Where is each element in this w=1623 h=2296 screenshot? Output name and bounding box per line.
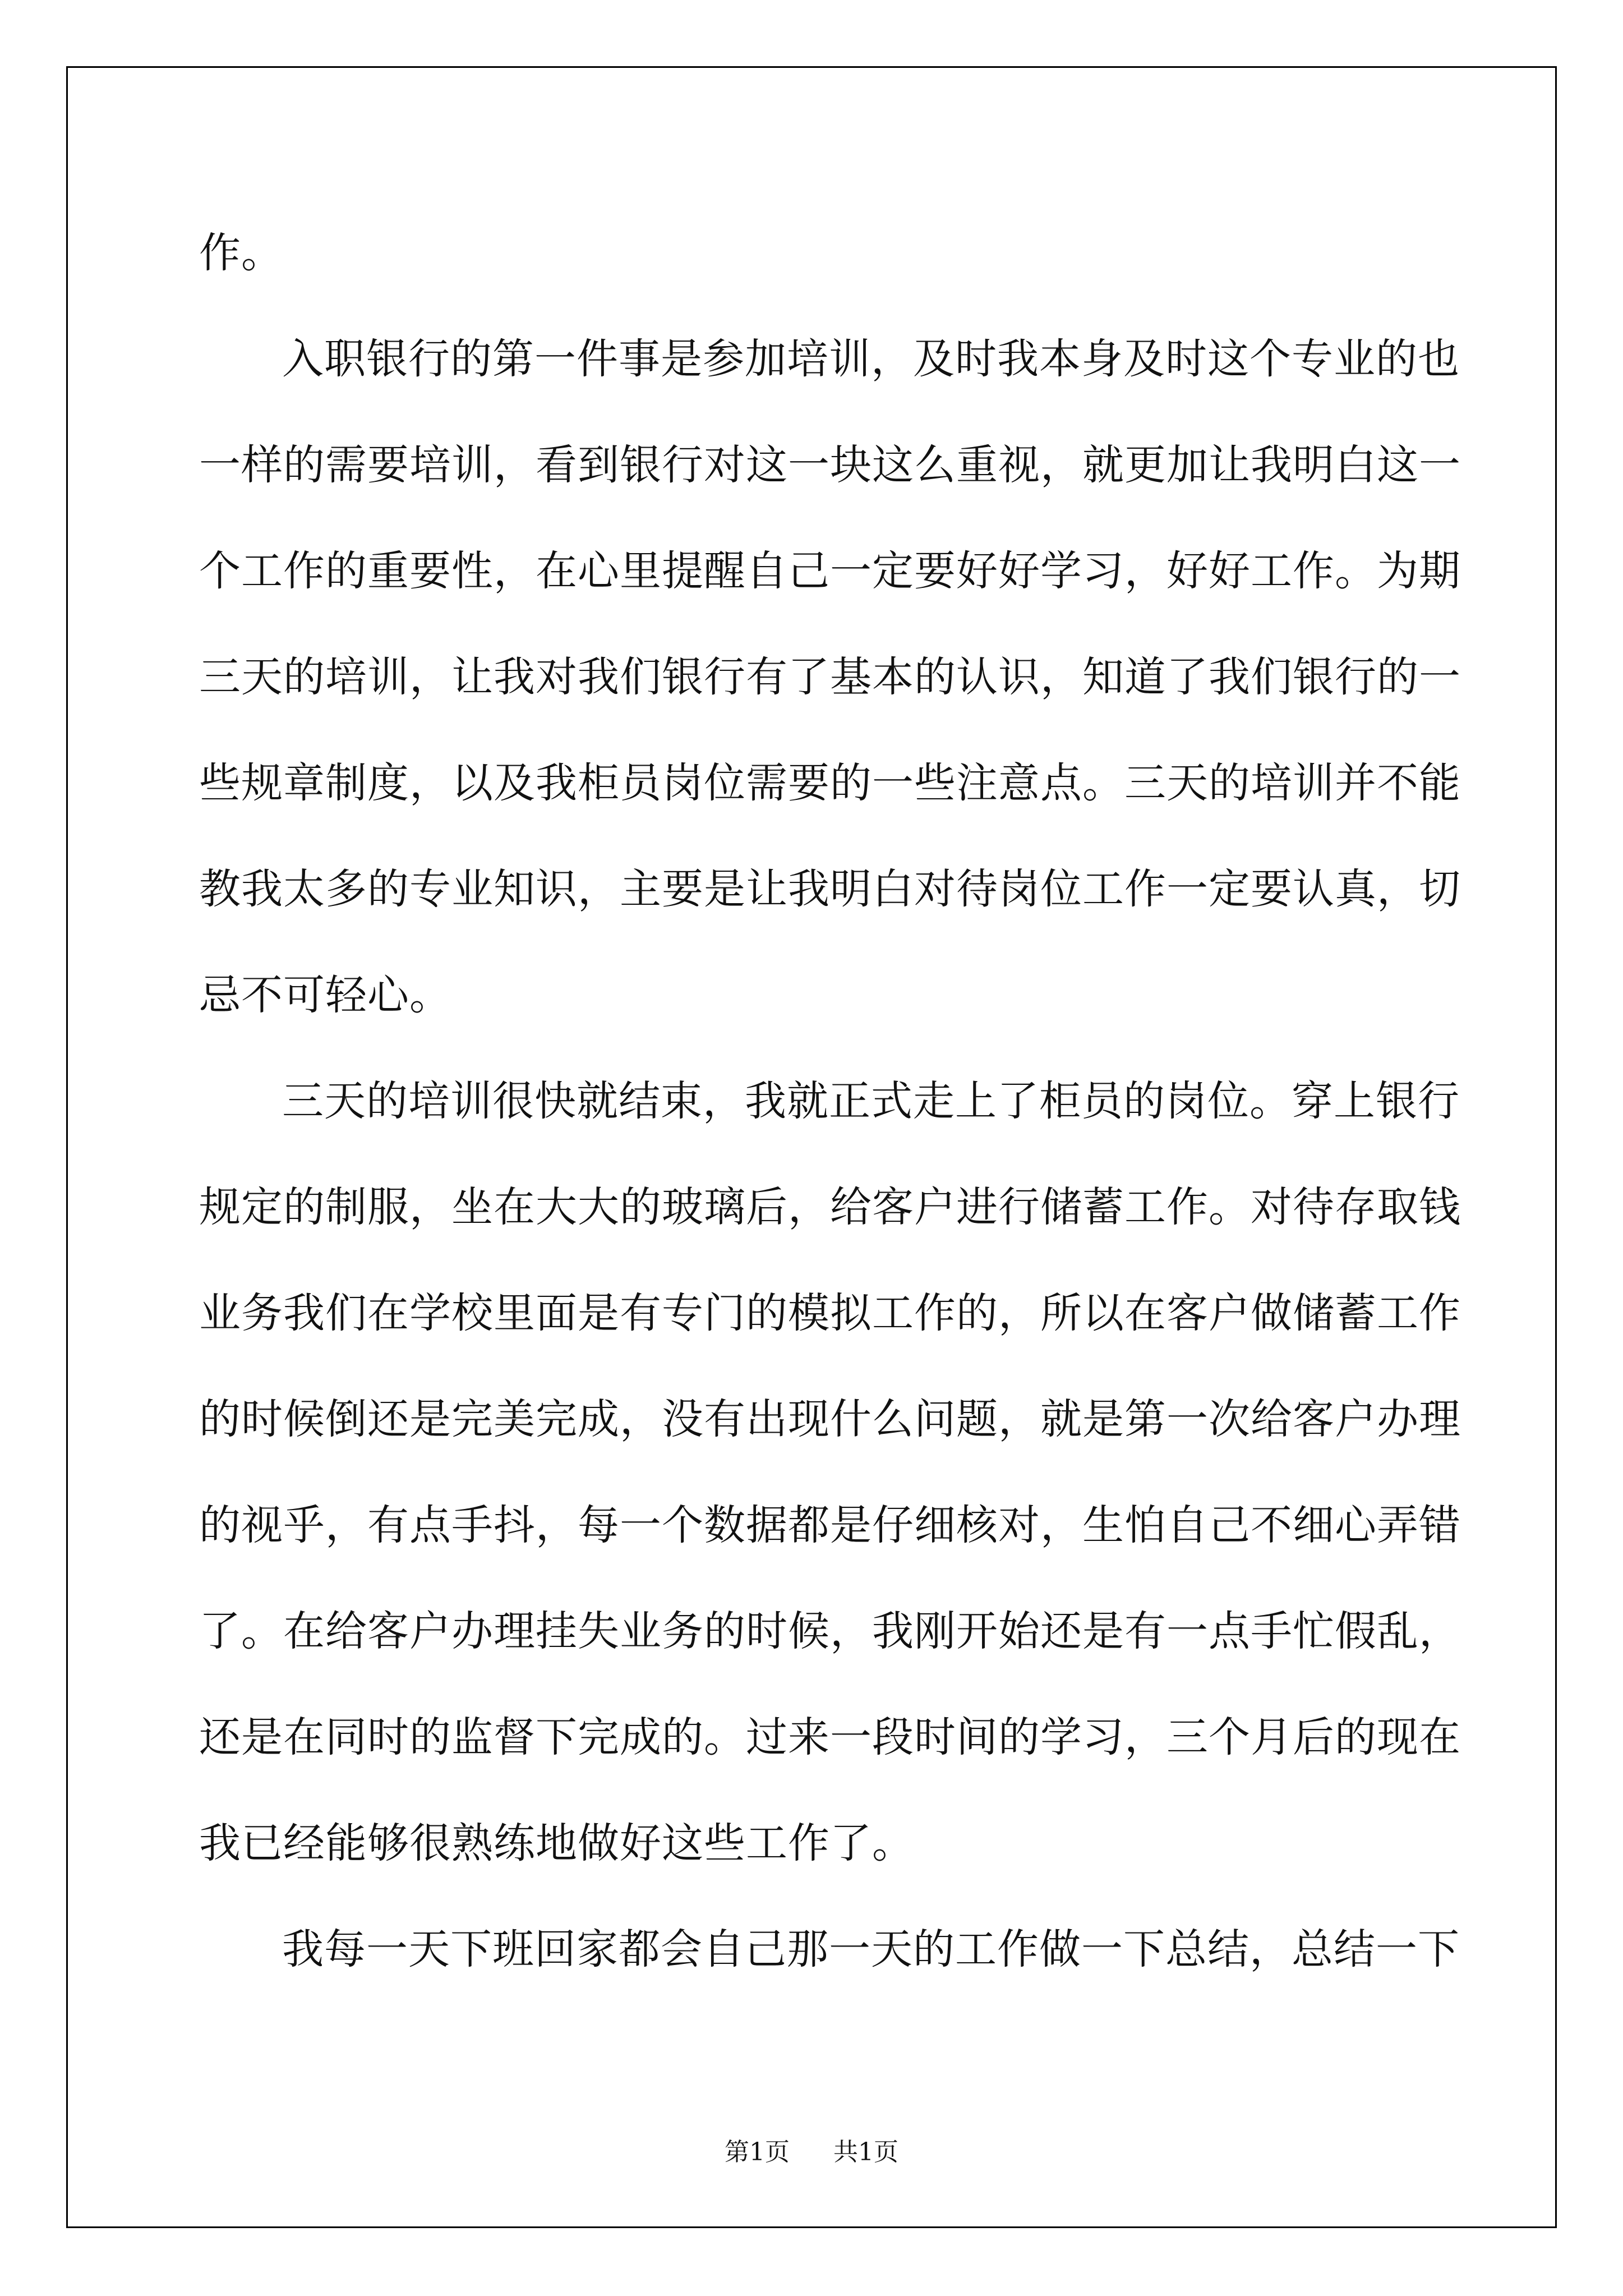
text-line: 作。	[199, 229, 283, 277]
page-footer	[0, 2132, 1623, 2168]
text-line: 我已经能够很熟练地做好这些工作了。	[199, 1819, 914, 1867]
page-number: 第1页	[725, 2138, 790, 2166]
text-line: 个工作的重要性，在心里提醒自己一定要好好学习，好好工作。为期	[199, 547, 1461, 595]
text-line: 一样的需要培训，看到银行对这一块这么重视，就更加让我明白这一	[199, 441, 1461, 489]
text-line: 规定的制服，坐在大大的玻璃后，给客户进行储蓄工作。对待存取钱	[199, 1183, 1461, 1231]
text-line: 些规章制度，以及我柜员岗位需要的一些注意点。三天的培训并不能	[199, 759, 1461, 807]
text-line: 业务我们在学校里面是有专门的模拟工作的，所以在客户做储蓄工作	[199, 1289, 1461, 1337]
text-line: 还是在同时的监督下完成的。过来一段时间的学习，三个月后的现在	[199, 1713, 1461, 1761]
text-line: 入职银行的第一件事是参加培训，及时我本身及时这个专业的也	[282, 335, 1460, 383]
text-line: 三天的培训，让我对我们银行有了基本的认识，知道了我们银行的一	[199, 653, 1461, 701]
page-total: 共1页	[833, 2138, 898, 2166]
text-line: 了。在给客户办理挂失业务的时候，我刚开始还是有一点手忙假乱，	[199, 1607, 1461, 1655]
text-line: 的时候倒还是完美完成，没有出现什么问题，就是第一次给客户办理	[199, 1395, 1461, 1443]
document-body	[199, 200, 1461, 2003]
text-line: 教我太多的专业知识，主要是让我明白对待岗位工作一定要认真，切	[199, 865, 1461, 913]
text-line: 的视乎，有点手抖，每一个数据都是仔细核对，生怕自己不细心弄错	[199, 1501, 1461, 1549]
text-line: 忌不可轻心。	[199, 971, 451, 1019]
text-line: 三天的培训很快就结束，我就正式走上了柜员的岗位。穿上银行	[282, 1077, 1460, 1125]
text-line: 我每一天下班回家都会自己那一天的工作做一下总结，总结一下	[282, 1925, 1460, 1973]
